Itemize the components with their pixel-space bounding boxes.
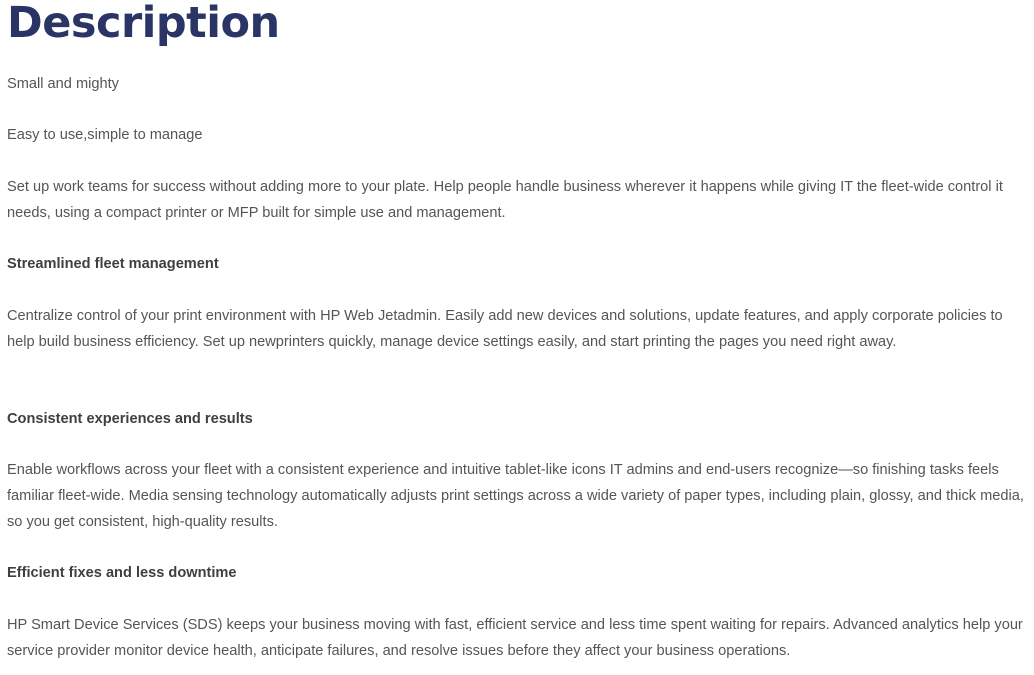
section-title: Description xyxy=(7,0,280,48)
tagline: Small and mighty xyxy=(7,76,119,92)
consistent-experiences-paragraph: Enable workflows across your fleet with a consistent experience and intuitive tablet-like icons IT admins and end-users recognize—so finishing tasks feels familiar fleet-wide. Media sensing technology automatically adjusts print settings across a wide variety of paper types, including plain, glossy, and thick media, so you get consistent, high-quality results. xyxy=(7,462,1024,530)
heading-streamlined-fleet: Streamlined fleet management xyxy=(7,256,219,272)
subtitle-text: Easy to use,simple to manage xyxy=(7,127,203,143)
heading-efficient-fixes: Efficient fixes and less downtime xyxy=(7,565,237,581)
heading-consistent-experiences: Consistent experiences and results xyxy=(7,411,253,427)
efficient-fixes-paragraph: HP Smart Device Services (SDS) keeps your business moving with fast, efficient service and less time spent waiting for repairs. Advanced analytics help your service provider monitor device health, anticipate failures, and resolve issues before they affect your business operations. xyxy=(7,617,1023,659)
fleet-management-paragraph: Centralize control of your print environment with HP Web Jetadmin. Easily add new devices and solutions, update features, and apply corporate policies to help build business efficiency. Set up newprinters quickly, manage device settings easily, and start printing the pages you need right away. xyxy=(7,308,1003,350)
intro-paragraph: Set up work teams for success without adding more to your plate. Help people handle business wherever it happens while giving IT the fleet-wide control it needs, using a compact printer or MFP built for simple use and management. xyxy=(7,179,1003,221)
